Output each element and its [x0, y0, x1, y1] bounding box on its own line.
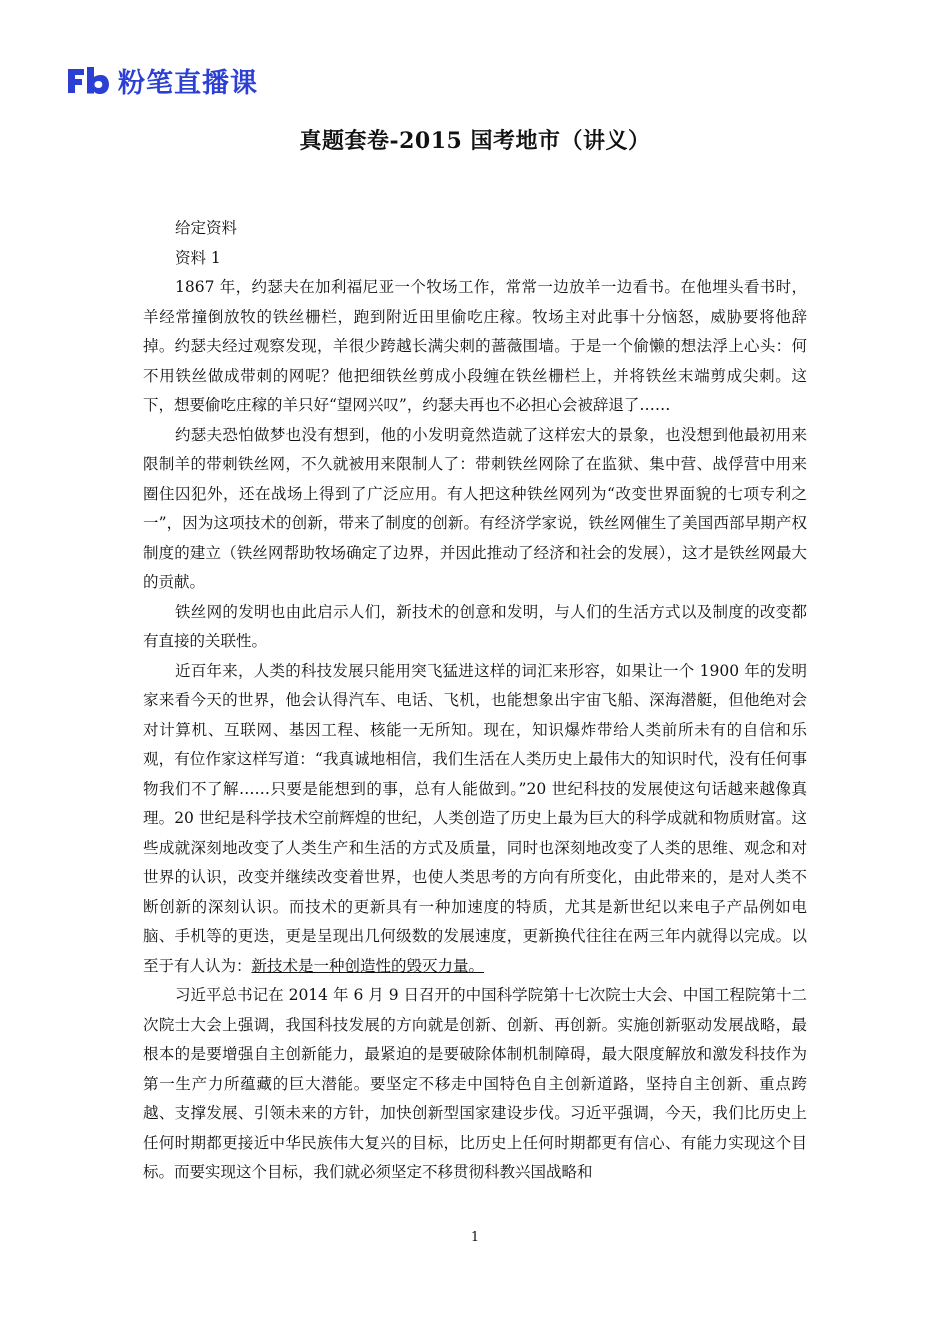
brand-name: 粉笔直播课	[118, 67, 258, 99]
paragraph-5: 习近平总书记在 2014 年 6 月 9 日召开的中国科学院第十七次院士大会、中国工程院第十二次院士大会上强调，我国科技发展的方向就是创新、创新、再创新。实施创新驱动发展战略，最根本的是要增强自主创新能力，最紧迫的是要破除体制机制障碍，最大限度解放和激发科技作为第一生产力所蕴藏的巨大潜能。要坚定不移走中国特色自主创新道路，坚持自主创新、重点跨越、支撑发展、引领未来的方针，加快创新型国家建设步伐。习近平强调，今天，我们比历史上任何时期都更接近中华民族伟大复兴的目标，比历史上任何时期都更有信心、有能力实现这个目标。而要实现这个目标，我们就必须坚定不移贯彻科教兴国战略和	[143, 986, 807, 1181]
paragraph-4	[143, 657, 807, 982]
page-number: 1	[470, 1230, 480, 1245]
section-label: 给定资料	[175, 219, 238, 237]
document-body	[143, 214, 807, 1188]
material-label: 资料 1	[175, 248, 221, 267]
brand-logo	[66, 62, 258, 98]
paragraph-3: 铁丝网的发明也由此启示人们，新技术的创意和发明，与人们的生活方式以及制度的改变都有直接的关联性。	[143, 602, 807, 650]
document-title: 真题套卷-2015 国考地市（讲义）	[299, 128, 651, 154]
paragraph-1: 1867 年，约瑟夫在加利福尼亚一个牧场工作，常常一边放羊一边看书。在他埋头看书时，羊经常撞倒放牧的铁丝栅栏，跑到附近田里偷吃庄稼。牧场主对此事十分恼怒，威胁要将他辞掉。约瑟夫经过观察发现，羊很少跨越长满尖刺的蔷薇围墙。于是一个偷懒的想法浮上心头：何不用铁丝做成带刺的网呢？他把细铁丝剪成小段缠在铁丝栅栏上，并将铁丝末端剪成尖刺。这下，想要偷吃庄稼的羊只好“望网兴叹”，约瑟夫再也不必担心会被辞退了……	[143, 278, 807, 414]
paragraph-2: 约瑟夫恐怕做梦也没有想到，他的小发明竟然造就了这样宏大的景象，也没想到他最初用来限制羊的带刺铁丝网，不久就被用来限制人了：带刺铁丝网除了在监狱、集中营、战俘营中用来圈住囚犯外，还在战场上得到了广泛应用。有人把这种铁丝网列为“改变世界面貌的七项专利之一”，因为这项技术的创新，带来了制度的创新。有经济学家说，铁丝网催生了美国西部早期产权制度的建立（铁丝网帮助牧场确定了边界，并因此推动了经济和社会的发展），这才是铁丝网最大的贡献。	[143, 425, 807, 591]
fenbi-logo-icon	[66, 65, 110, 95]
paragraph-4-text: 近百年来，人类的科技发展只能用突飞猛进这样的词汇来形容，如果让一个 1900 年的发明家来看今天的世界，他会认得汽车、电话、飞机，也能想象出宇宙飞船、深海潜艇，但他绝对会对计算机、互联网、基因工程、核能一无所知。现在，知识爆炸带给人类前所未有的自信和乐观，有位作家这样写道：“我真诚地相信，我们生活在人类历史上最伟大的知识时代，没有任何事物我们不了解……只要是能想到的事，总有人能做到。”20 世纪科技的发展使这句话越来越像真理。20 世纪是科学技术空前辉煌的世纪，人类创造了历史上最为巨大的科学成就和物质财富。这些成就深刻地改变了人类生产和生活的方式及质量，同时也深刻地改变了人类的思维、观念和对世界的认识，改变并继续改变着世界，也使人类思考的方向有所变化，由此带来的，是对人类不断创新的深刻认识。而技术的更新具有一种加速度的特质，尤其是新世纪以来电子产品例如电脑、手机等的更迭，更是呈现出几何级数的发展速度，更新换代往往在两三年内就得以完成。以至于有人认为：	[143, 661, 807, 975]
underlined-phrase: 新技术是一种创造性的毁灭力量。	[251, 956, 485, 975]
